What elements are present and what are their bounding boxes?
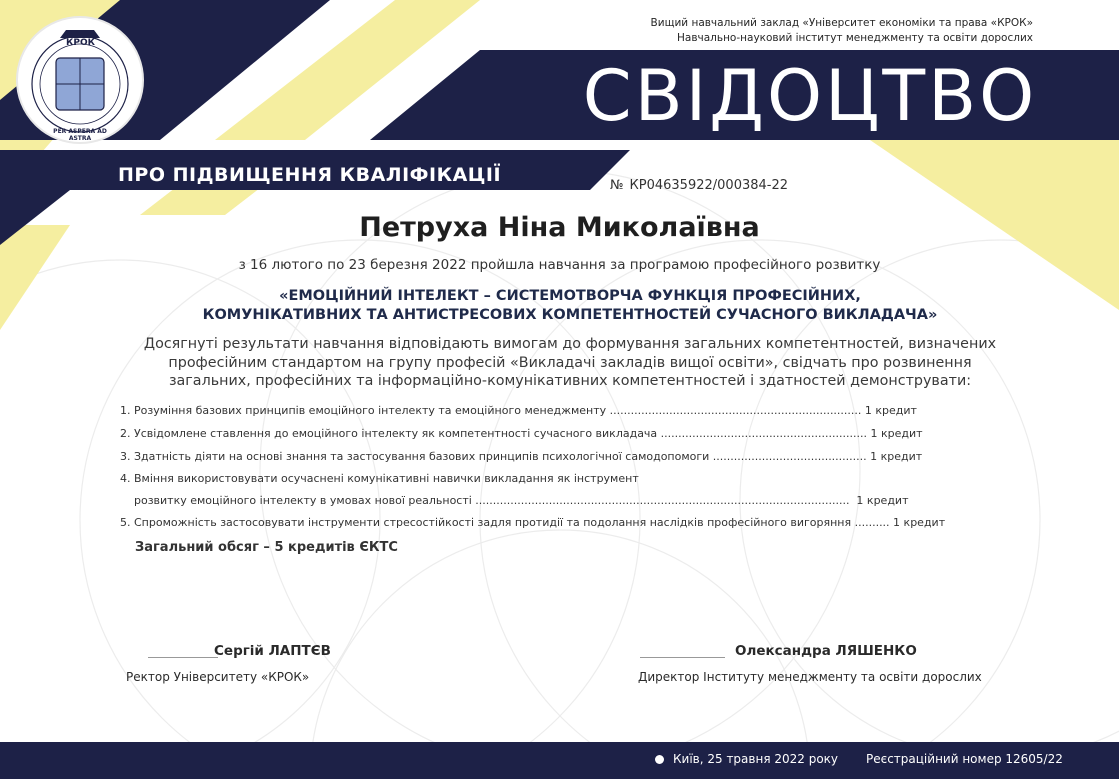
- program-line-1: «ЕМОЦІЙНИЙ ІНТЕЛЕКТ – СИСТЕМОТВОРЧА ФУНКЦІЯ ПРОФЕСІЙНИХ,: [279, 288, 861, 304]
- signatory-role: Директор Інституту менеджменту та освіти дорослих: [638, 670, 982, 684]
- program-title: [120, 287, 1020, 325]
- description-line-3: загальних, професійних та інформаційно-комунікативних компетентностей і здатностей демонструвати:: [168, 373, 972, 389]
- competency-item: 4. Вміння використовувати осучаснені комунікативні навички викладання як інструмент: [120, 472, 639, 485]
- description-line-2: професійним стандартом на групу професій «Викладачі закладів вищої освіти», свідчать про розвинення: [168, 354, 972, 371]
- registration-number: Реєстраційний номер 12605/22: [866, 752, 1063, 766]
- certificate-subtitle: ПРО ПІДВИЩЕННЯ КВАЛІФІКАЦІЇ: [118, 164, 502, 186]
- number-label: №: [610, 178, 624, 193]
- logo-top-text: КРОК: [66, 38, 95, 48]
- total-credits: Загальний обсяг – 5 кредитів ЄКТС: [135, 540, 398, 555]
- institute-name: Навчально-науковий інститут менеджменту та освіти дорослих: [677, 32, 1033, 44]
- competency-item: 1. Розуміння базових принципів емоційного інтелекту та емоційного менеджменту ........................................................................ 1 кредит: [120, 404, 917, 417]
- competency-item: 3. Здатність діяти на основі знання та застосування базових принципів психологічної самодопомоги ............................................ 1 кредит: [120, 450, 923, 463]
- study-period: з 16 лютого по 23 березня 2022 пройшла навчання за програмою професійного розвитку: [238, 257, 881, 273]
- description-line-1: Досягнуті результати навчання відповідають вимогам до формування загальних компетентностей, визначених: [143, 336, 997, 352]
- program-line-2: КОМУНІКАТИВНИХ ТА АНТИСТРЕСОВИХ КОМПЕТЕНТНОСТЕЙ СУЧАСНОГО ВИКЛАДАЧА»: [202, 307, 938, 323]
- number-value: КР04635922/000384-22: [629, 178, 789, 193]
- certificate-title: СВІДОЦТВО: [582, 55, 1038, 137]
- signature-line: [640, 657, 725, 658]
- logo-motto: PER ASPERA AD ASTRA: [53, 128, 107, 142]
- issue-place-date: Київ, 25 травня 2022 року: [673, 752, 839, 766]
- competency-item: 2. Усвідомлене ставлення до емоційного інтелекту як компетентності сучасного викладача ........................................................... 1 кредит: [120, 427, 923, 440]
- signatory-name: Сергій ЛАПТЄВ: [214, 643, 331, 659]
- signatory-role: Ректор Університету «КРОК»: [126, 670, 310, 684]
- competency-item: розвитку емоційного інтелекту в умовах нової реальності ........................................................................................................... 1 кредит: [120, 494, 909, 507]
- recipient-name: Петруха Ніна Миколаївна: [359, 212, 760, 243]
- signatory-name: Олександра ЛЯШЕНКО: [735, 643, 917, 659]
- certificate-number: [610, 178, 788, 193]
- signature-line: [148, 657, 218, 658]
- institution-name: Вищий навчальний заклад «Університет економіки та права «КРОК»: [650, 17, 1033, 29]
- description: [110, 335, 1030, 391]
- bullet-dot-icon: [655, 755, 664, 764]
- competency-item: 5. Спроможність застосовувати інструменти стресостійкості задля протидії та подолання наслідків професійного вигоряння .......... 1 кредит: [120, 516, 946, 529]
